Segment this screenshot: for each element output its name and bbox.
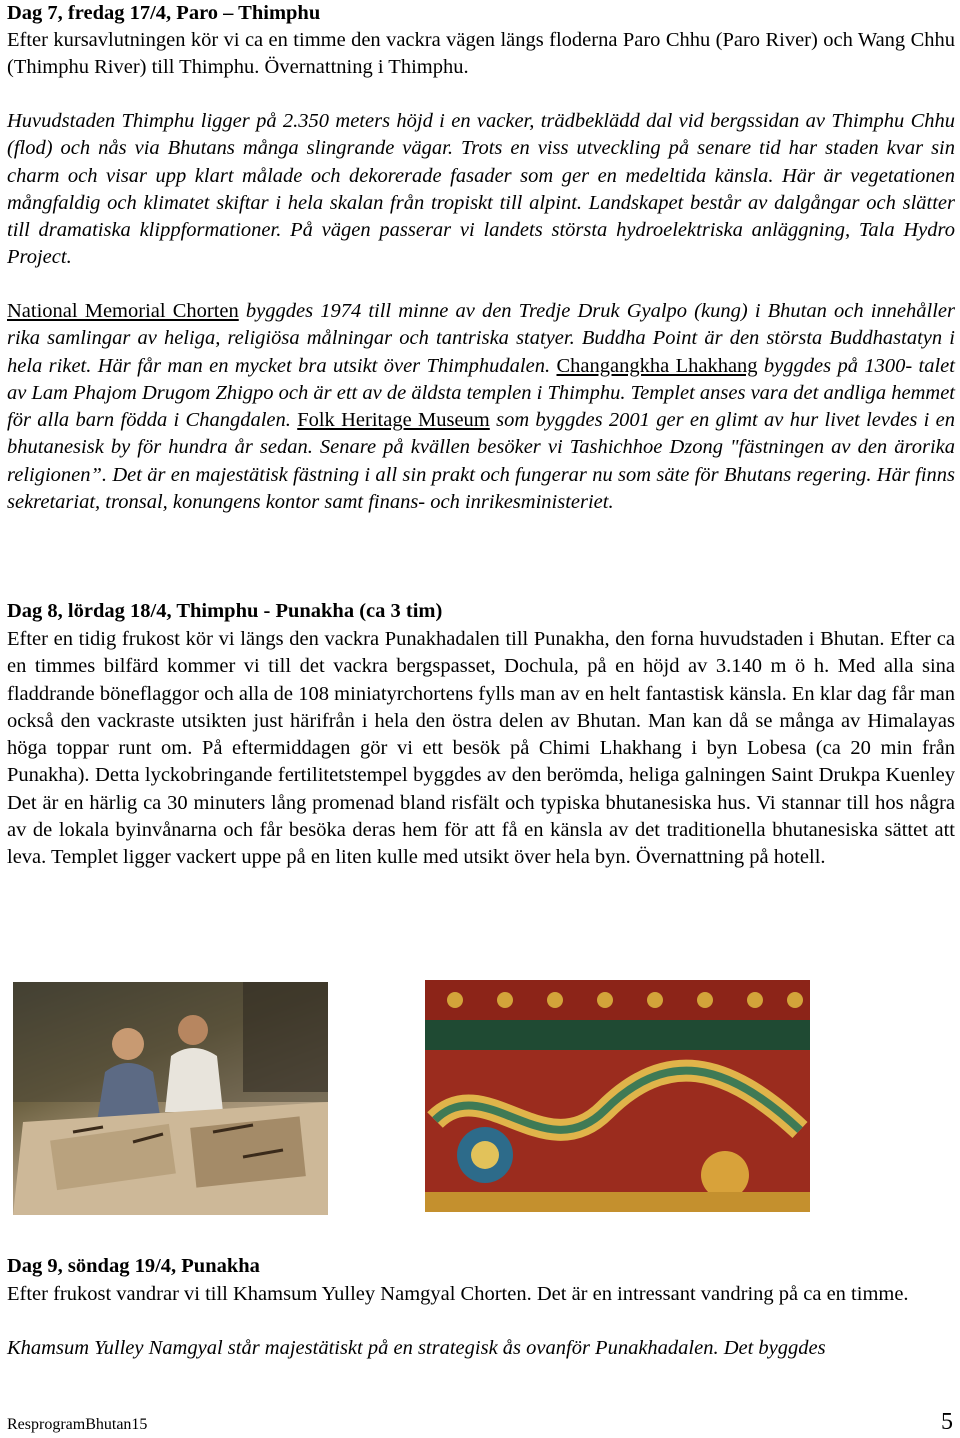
woodcarvers-photo [13,982,328,1215]
day8-heading: Dag 8, lördag 18/4, Thimphu - Punakha (ca 3 tim) [7,600,443,622]
day7-thimphu-paragraph: Huvudstaden Thimphu ligger på 2.350 meters höjd i en vacker, trädbeklädd dal vid bergssidan av Thimphu Chhu (flod) och nås via Bhutans många slingrande vägar. Trots en viss utveckling på senare tid har staden kvar sin charm och visar upp klart målade och dekorerade fasader som ger en medeltida känsla. Här är vegetationen mångfaldig och klimatet skiftar i hela skalan från tropiskt till alpint. Landskapet består av dalgångar och slätter till dramatiska klippformationer. På vägen passerar vi landets största hydroelektriska anläggning, Tala Hydro Project. [7,110,955,269]
changangkha-lhakhang-text: byggdes på 1300- talet av Lam Phajom Drugom Zhigpo och är ett av de äldsta templen i Thimphu. Templet anses vara det andliga hemmet för alla barn födda i Changdalen. [7,354,955,432]
woodcarvers-illustration [13,982,328,1215]
day8-body-paragraph: Efter en tidig frukost kör vi längs den vackra Punakhadalen till Punakha, den forna huvudstaden i Bhutan. Efter ca en timmes bilfärd kommer vi till det vackra bergspasset, Dochula, på en höjd av 3.140 m ö h. Med alla sina fladdrande böneflaggor och alla de 108 miniatyrchortens fylls man av en helt fantastisk känsla. En klar dag får man också den vackraste utsikten just härifrån i hela den östra delen av Bhutan. Man kan då se många av Himalayas höga toppar runt om. På eftermiddagen gör vi ett besök på Chimi Lhakhang i byn Lobesa (ca 20 min från Punakha). Detta lyckobringande fertilitetstempel byggdes av den berömda, heliga galningen Saint Drukpa Kuenley Det är en härlig ca 30 minuters lång promenad bland risfält och typiska bhutanesiska hus. Vi stannar till hos några av de lokala byinvånarna och får besöka deras hem för att få en känsla av det traditionella bhutanesiska sättet att leva. Templet ligger vackert uppe på en liten kulle med utsikt över hela byn. Övernattning på hotell. [7,628,955,869]
day7-heading: Dag 7, fredag 17/4, Paro – Thimphu [7,2,321,24]
day9-italic-paragraph: Khamsum Yulley Namgyal står majestätiskt på en strategisk ås ovanför Punakhadalen. Det byggdes [7,1337,826,1359]
folk-heritage-museum-text: som byggdes 2001 ger en glimt av hur livet levdes i en bhutanesisk by för hundra år sedan. Senare på kvällen besöker vi Tashichhoe Dzong "fästningen av den ärorika religionen”. Det är en majestätisk fästning i all sin prakt och fungerar nu som säte för Bhutans regering. Här finns sekretariat, tronsal, konungens kontor samt finans- och inrikesministeriet. [7,409,955,514]
day9-heading: Dag 9, söndag 19/4, Punakha [7,1255,260,1277]
day7-intro-paragraph: Efter kursavlutningen kör vi ca en timme den vackra vägen längs floderna Paro Chhu (Paro River) och Wang Chhu (Thimphu River) till Thimphu. Övernattning i Thimphu. [7,29,955,79]
folk-heritage-museum-link[interactable]: Folk Heritage Museum [297,409,490,432]
day7-sights-paragraph [7,298,955,516]
dragon-carving-illustration [425,980,810,1212]
changangkha-lhakhang-link[interactable]: Changangkha Lhakhang [556,354,758,377]
memorial-chorten-link[interactable]: National Memorial Chorten [7,300,239,322]
footer-page-number: 5 [941,1409,953,1435]
footer-document-name: ResprogramBhutan15 [7,1416,148,1433]
memorial-chorten-text: byggdes 1974 till minne av den Tredje Druk Gyalpo (kung) i Bhutan och innehåller rika samlingar av heliga, religiösa målningar och tantriska statyer. Buddha Point är den största Buddhastatyn i hela riket. Här får man en mycket bra utsikt över Thimphudalen. [7,300,955,377]
painted-dragon-carving-photo [425,980,810,1212]
day9-body-paragraph: Efter frukost vandrar vi till Khamsum Yulley Namgyal Chorten. Det är en intressant vandring på ca en timme. [7,1283,909,1305]
